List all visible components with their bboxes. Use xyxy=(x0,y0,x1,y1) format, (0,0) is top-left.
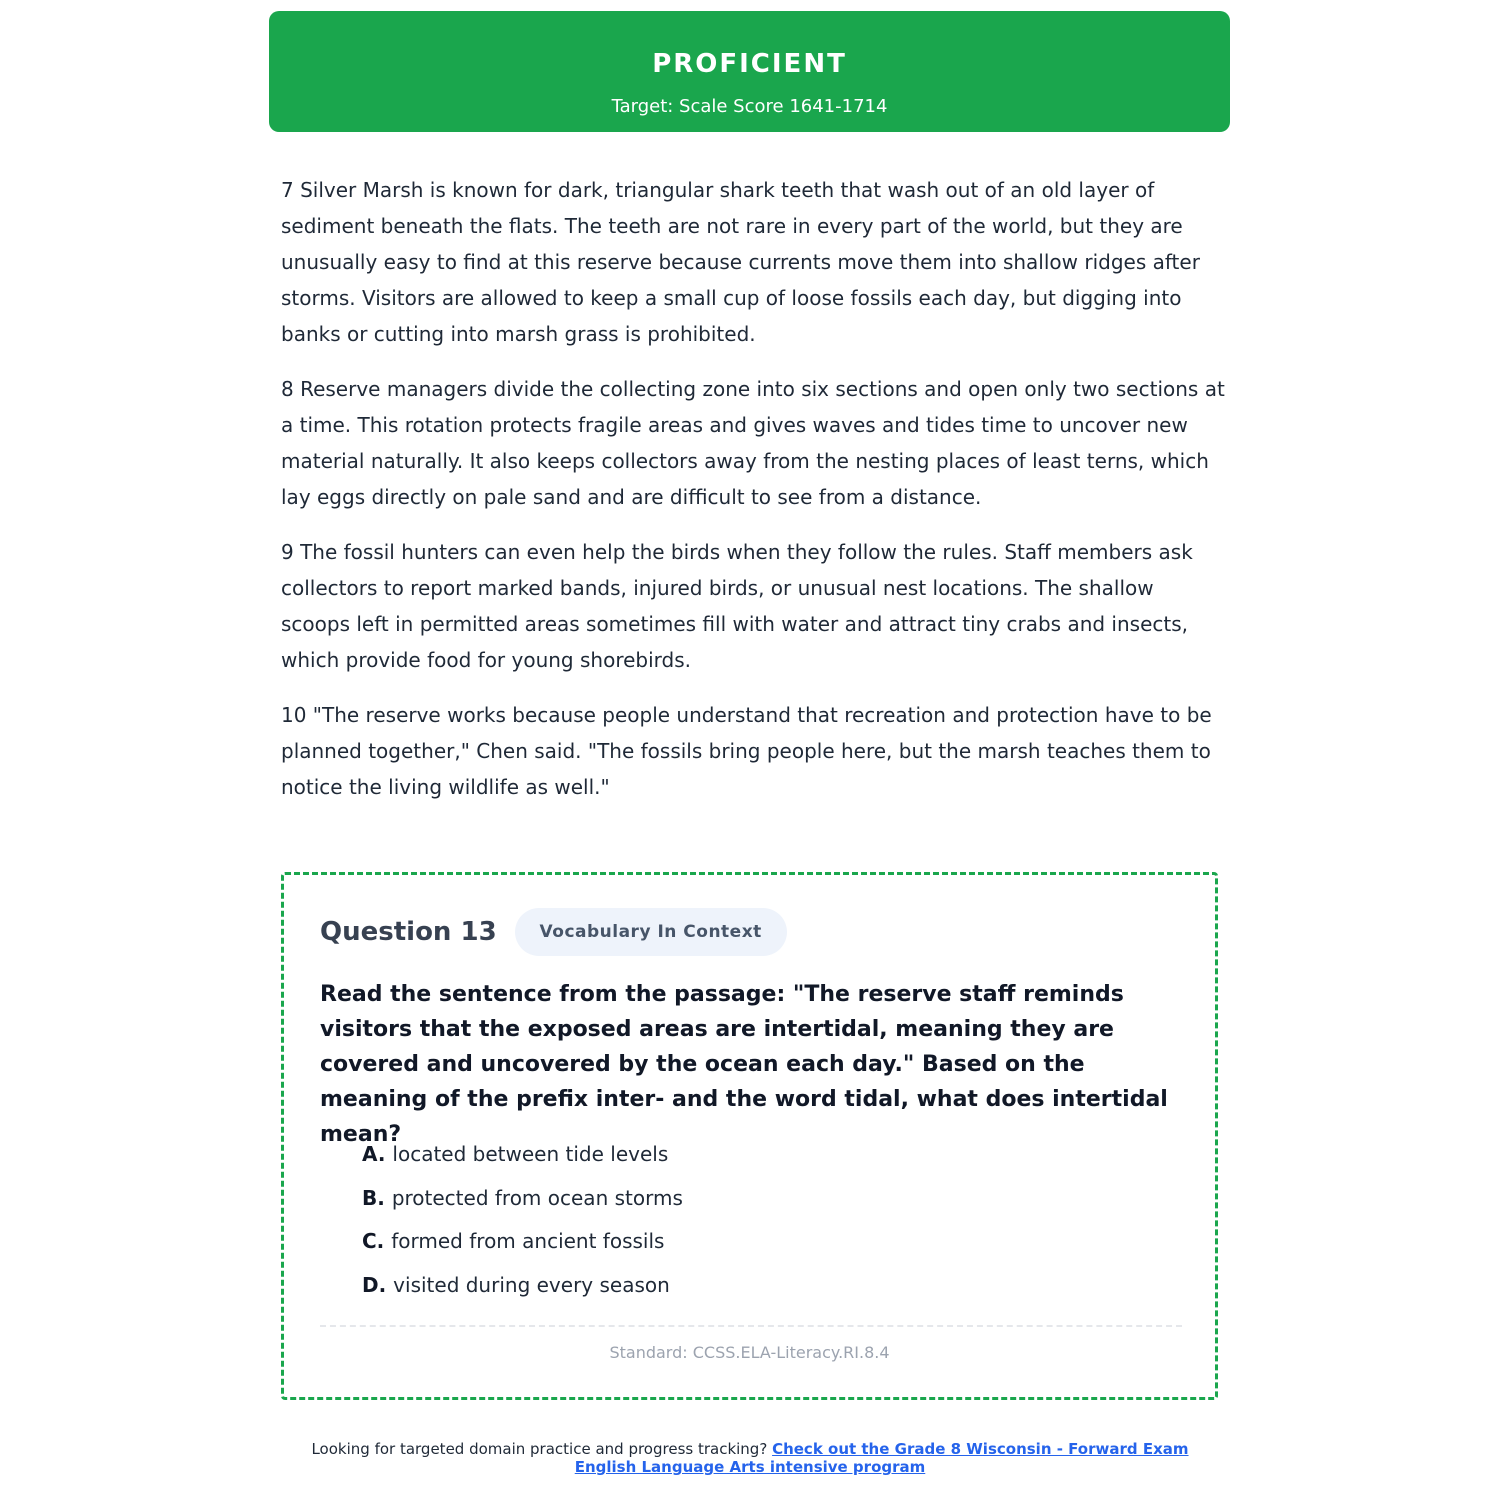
passage-paragraph: 7 Silver Marsh is known for dark, triangular shark teeth that wash out of an old layer of sediment beneath the flats. The teeth are not rare in every part of the world, but they are unusually easy to find at this reserve because currents move them into shallow ridges after storms. Visitors are allowed to keep a small cup of loose fossils each day, but digging into banks or cutting into marsh grass is prohibited. xyxy=(281,178,1200,346)
question-header xyxy=(320,908,787,956)
choice-letter: A. xyxy=(362,1142,393,1166)
choice-text: visited during every season xyxy=(393,1272,670,1297)
answer-choice-d[interactable] xyxy=(362,1264,683,1308)
passage-paragraph: 9 The fossil hunters can even help the birds when they follow the rules. Staff members ask collectors to report marked bands, injured birds, or unusual nest locations. The shallow scoops left in permitted areas sometimes fill with water and attract tiny crabs and insects, which provide food for young shorebirds. xyxy=(281,540,1193,672)
question-category-badge: Vocabulary In Context xyxy=(515,908,787,956)
reading-passage xyxy=(281,172,1226,824)
choice-text: located between tide levels xyxy=(392,1142,669,1166)
answer-choice-c[interactable] xyxy=(362,1220,683,1264)
footer-promo xyxy=(280,1440,1220,1476)
program-link[interactable]: Check out the Grade 8 Wisconsin - Forward Exam English Language Arts intensive program xyxy=(574,1440,1189,1476)
passage-paragraph: 8 Reserve managers divide the collecting zone into six sections and open only two sections at a time. This rotation protects fragile areas and gives waves and tides time to uncover new material naturally. It also keeps collectors away from the nesting places of least terns, which lay eggs directly on pale sand and are difficult to see from a distance. xyxy=(281,377,1225,509)
choice-letter: B. xyxy=(362,1185,392,1210)
proficiency-banner xyxy=(269,11,1230,132)
question-card xyxy=(281,872,1218,1400)
banner-subtitle: Target: Scale Score 1641-1714 xyxy=(611,96,888,117)
choice-letter: D. xyxy=(362,1272,394,1297)
question-number: Question 13 xyxy=(320,917,497,947)
choice-letter: C. xyxy=(362,1229,392,1253)
passage-paragraph: 10 "The reserve works because people understand that recreation and protection have to be planned together," Chen said. "The fossils bring people here, but the marsh teaches them to notice the living wildlife as well." xyxy=(281,703,1212,799)
answer-choice-a[interactable] xyxy=(362,1133,683,1177)
question-standard: Standard: CCSS.ELA-Literacy.RI.8.4 xyxy=(609,1343,890,1362)
footer-prompt: Looking for targeted domain practice and progress tracking? xyxy=(311,1440,773,1458)
answer-choice-b[interactable] xyxy=(362,1177,683,1221)
choice-text: protected from ocean storms xyxy=(391,1185,683,1210)
question-divider xyxy=(320,1325,1182,1327)
question-stem: Read the sentence from the passage: "The reserve staff reminds visitors that the exposed areas are intertidal, meaning they are covered and uncovered by the ocean each day." Based on the meaning of the prefix inter- and the word tidal, what does intertidal mean? xyxy=(320,982,1168,1147)
answer-choices xyxy=(362,1133,683,1307)
banner-title: PROFICIENT xyxy=(652,49,847,79)
choice-text: formed from ancient fossils xyxy=(391,1229,665,1253)
